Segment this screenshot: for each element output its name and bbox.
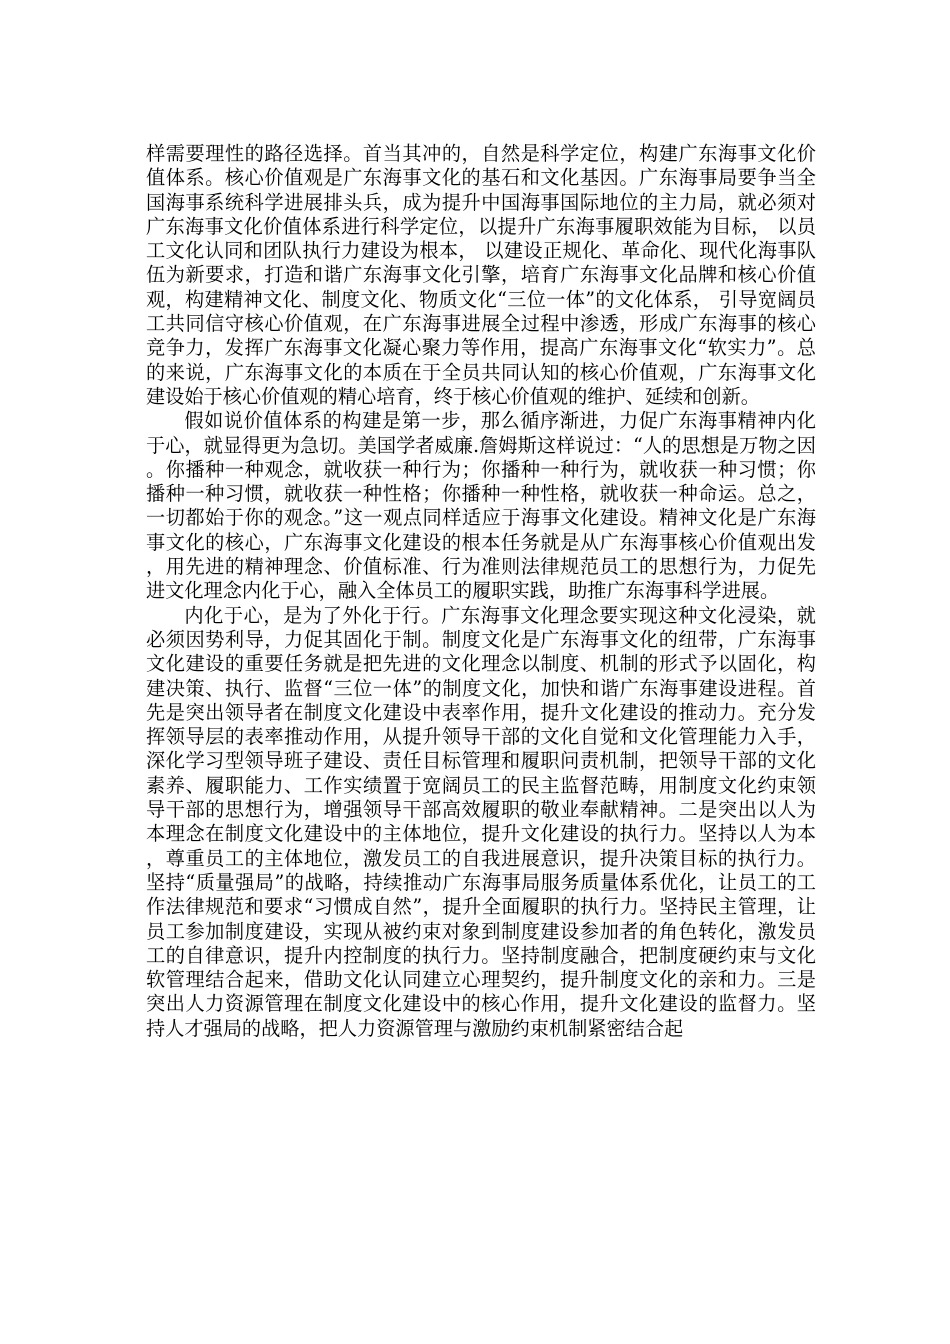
document-page xyxy=(146,142,816,1041)
paragraph-institutional-culture: 内化于心，是为了外化于行。广东海事文化理念要实现这种文化浸染，就必须因势利导，力促其固化于制。制度文化是广东海事文化的纽带，广东海事文化建设的重要任务就是把先进的文化理念以制度、机制的形式予以固化，构建决策、执行、监督“三位一体”的制度文化，加快和谐广东海事建设进程。首先是突出领导者在制度文化建设中表率作用，提升文化建设的推动力。充分发挥领导层的表率推动作用，从提升领导干部的文化自觉和文化管理能力入手，深化学习型领导班子建设、责任目标管理和履职问责机制，把领导干部的文化素养、履职能力、工作实绩置于宽阔员工的民主监督范畴，用制度文化约束领导干部的思想行为，增强领导干部高效履职的敬业奉献精神。二是突出以人为本理念在制度文化建设中的主体地位，提升文化建设的执行力。坚持以人为本，尊重员工的主体地位，激发员工的自我进展意识，提升决策目标的执行力。坚持“质量强局”的战略，持续推动广东海事局服务质量体系优化，让员工的工作法律规范和要求“习惯成自然”，提升全面履职的执行力。坚持民主管理，让员工参加制度建设，实现从被约束对象到制度建设参加者的角色转化，激发员工的自律意识，提升内控制度的执行力。坚持制度融合，把制度硬约束与文化软管理结合起来，借助文化认同建立心理契约，提升制度文化的亲和力。三是突出人力资源管理在制度文化建设中的核心作用，提升文化建设的监督力。坚持人才强局的战略，把人力资源管理与激励约束机制紧密结合起 xyxy=(146,603,816,1040)
paragraph-value-system: 样需要理性的路径选择。首当其冲的，自然是科学定位，构建广东海事文化价值体系。核心价值观是广东海事文化的基石和文化基因。广东海事局要争当全国海事系统科学进展排头兵，成为提升中国海事国际地位的主力局，就必须对广东海事文化价值体系进行科学定位，以提升广东海事履职效能为目标， 以员工文化认同和团队执行力建设为根本， 以建设正规化、革命化、现代化海事队伍为新要求，打造和谐广东海事文化引擎，培育广东海事文化品牌和核心价值观，构建精神文化、制度文化、物质文化“三位一体”的文化体系， 引导宽阔员工共同信守核心价值观，在广东海事进展全过程中渗透，形成广东海事的核心竞争力，发挥广东海事文化凝心聚力等作用，提高广东海事文化“软实力”。总的来说，广东海事文化的本质在于全员共同认知的核心价值观，广东海事文化建设始于核心价值观的精心培育，终于核心价值观的维护、延续和创新。 xyxy=(146,142,816,408)
paragraph-internalize-spirit: 假如说价值体系的构建是第一步，那么循序渐进，力促广东海事精神内化于心，就显得更为急切。美国学者威廉.詹姆斯这样说过：“人的思想是万物之因。你播种一种观念，就收获一种行为；你播种一种行为，就收获一种习惯；你播种一种习惯，就收获一种性格；你播种一种性格，就收获一种命运。总之，一切都始于你的观念。”这一观点同样适应于海事文化建设。精神文化是广东海事文化的核心，广东海事文化建设的根本任务就是从广东海事核心价值观出发，用先进的精神理念、价值标准、行为准则法律规范员工的思想行为，力促先进文化理念内化于心，融入全体员工的履职实践，助推广东海事科学进展。 xyxy=(146,409,816,603)
